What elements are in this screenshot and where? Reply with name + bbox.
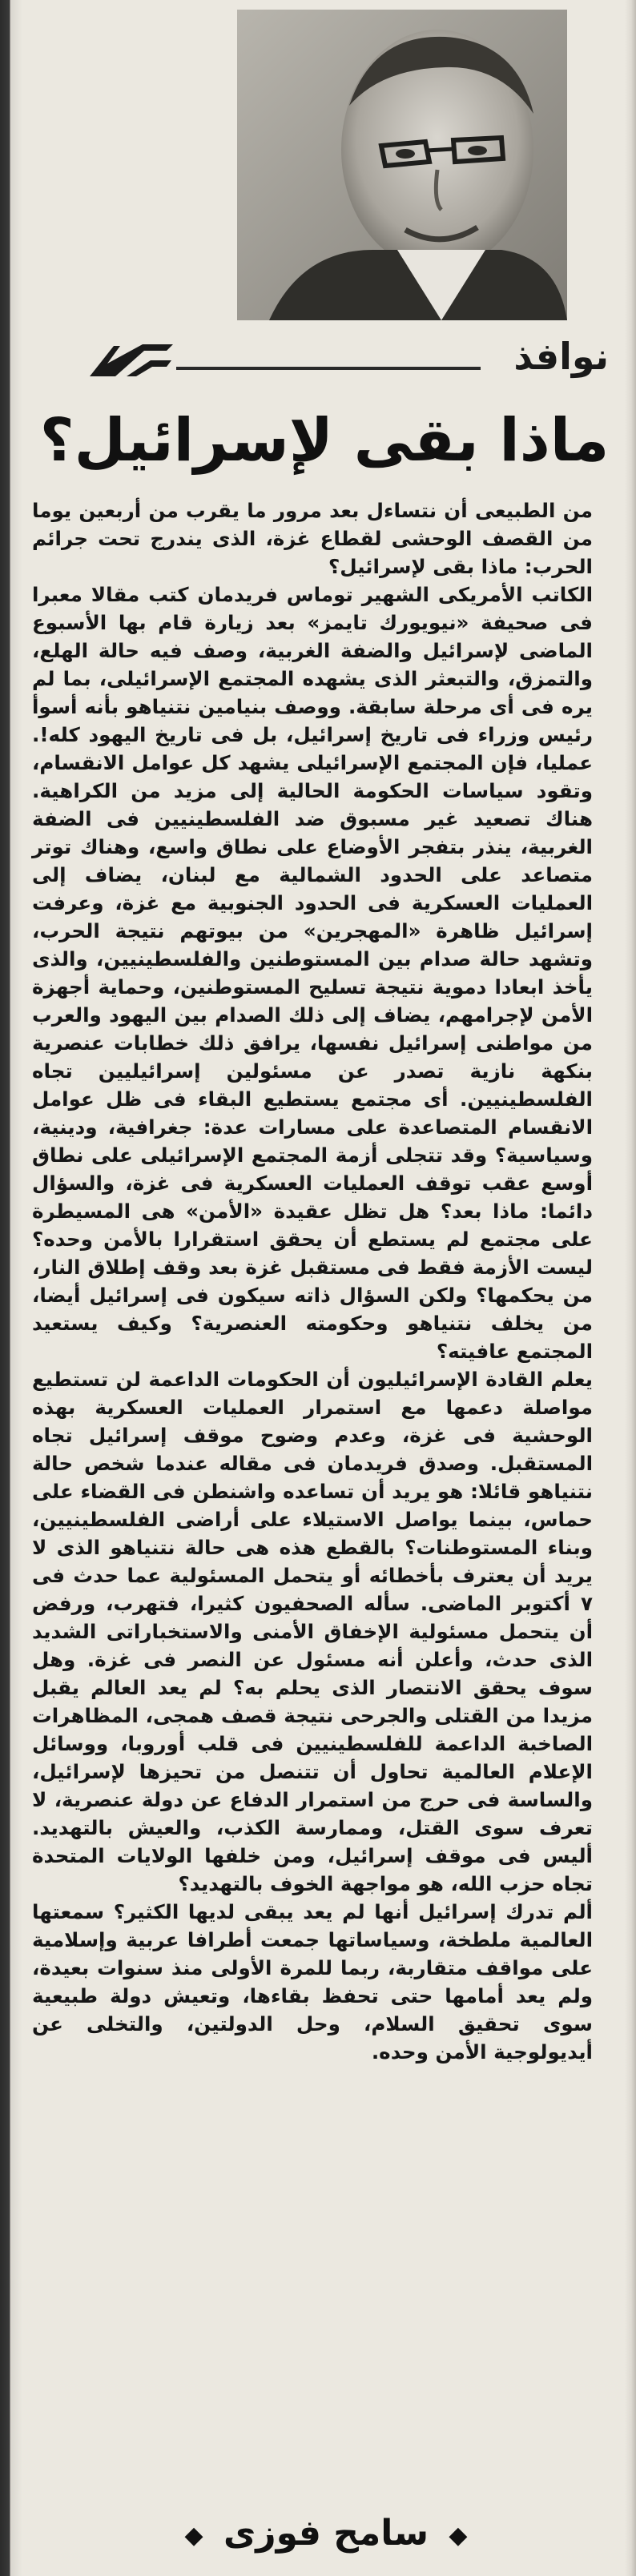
column-logo-icon [83, 336, 179, 384]
page-edge-right [625, 0, 636, 2576]
column-name: نوافذ [513, 335, 609, 378]
paragraph: يعلم القادة الإسرائيليون أن الحكومات الداعمة لن تستطيع مواصلة دعمها مع استمرار العمليات العسكرية بهذه الوحشية فى غزة، وعدم وضوح موقف إسرائيل تجاه المستقبل. وصدق فريدمان فى مقاله عندما شخص حالة نتنياهو قائلا: هو يريد أن تساعده واشنطن فى القضاء على حماس، بينما يواصل الاستيلاء على أراضى الفلسطينيين، وبناء المستوطنات؟ بالقطع هذه هى حالة نتنياهو الذى لا يريد أن يعترف بأخطائه أو يتحمل المسئولية عما حدث فى ٧ أكتوبر الماضى. سأله الصحفيون كثيرا، فتهرب، ورفض أن يتحمل مسئولية الإخفاق الأمنى والاستخباراتى الشديد الذى حدث، وأعلن أنه مسئول عن النصر فى غزة. وهل سوف يحقق الانتصار الذى يحلم به؟ لم يعد العالم يقبل مزيدا من القتلى والجرحى نتيجة قصف همجى، المظاهرات الصاخبة الداعمة للفلسطينيين فى قلب أوروبا، ووسائل الإعلام العالمية تحاول أن تتنصل من تحيزها لإسرائيل، والساسة فى حرج من استمرار الدفاع عن دولة عنصرية، لا تعرف سوى القتل، وممارسة الكذب، والعيش بالتهديد. أليس فى موقف إسرائيل، ومن خلفها الولايات المتحدة تجاه حزب الله، هو مواجهة الخوف بالتهديد؟ [32, 1368, 593, 1895]
page-edge-left [0, 0, 22, 2576]
author-name: سامح فوزى [223, 2513, 429, 2554]
column-header [48, 332, 609, 388]
article-headline: ماذا بقى لإسرائيل؟ [39, 406, 610, 475]
paragraph: الكاتب الأمريكى الشهير توماس فريدمان كتب مقالا معبرا فى صحيفة «نيويورك تايمز» بعد زيارة قام بها الأسبوع الماضى لإسرائيل والضفة الغربية، وصف فيه حالة الهلع، والتمزق، والتبعثر الذى يشهده المجتمع الإسرائيلى، بما لم يره فى أى مرحلة سابقة. ووصف بنيامين نتنياهو بأنه أسوأ رئيس وزراء فى تاريخ إسرائيل، بل فى تاريخ اليهود كله!. عمليا، فإن المجتمع الإسرائيلى يشهد كل عوامل الانقسام، وتقود سياسات الحكومة الحالية إلى مزيد من الكراهية. هناك تصعيد غير مسبوق ضد الفلسطينيين فى الضفة الغربية، ينذر بتفجر الأوضاع على نطاق واسع، وهناك توتر متصاعد على الحدود الشمالية مع لبنان، يضاف إلى العمليات العسكرية فى الحدود الجنوبية مع غزة، وعرفت إسرائيل ظاهرة «المهجرين» من بيوتهم نتيجة الحرب، وتشهد حالة صدام بين المستوطنين والفلسطينيين، والذى يأخذ ابعادا دموية نتيجة تسليح المستوطنين، وحماية أجهزة الأمن لإجرامهم، يضاف إلى ذلك الصدام بين اليهود والعرب من مواطنى إسرائيل نفسها، يرافق ذلك خطابات عنصرية بنكهة نازية تصدر عن مسئولين إسرائيليين تجاه الفلسطينيين. أى مجتمع يستطيع البقاء فى ظل عوامل الانقسام المتصاعدة على مسارات عدة: جغرافية، ودينية، وسياسية؟ وقد تتجلى أزمة المجتمع الإسرائيلى على نطاق أوسع عقب توقف العمليات العسكرية فى غزة، والسؤال دائما: ماذا بعد؟ هل تظل عقيدة «الأمن» هى المسيطرة على مجتمع لم يستطع أن يحقق استقرارا بالأمن وحده؟ ليست الأزمة فقط فى مستقبل غزة بعد وقف إطلاق النار، من يحكمها؟ ولكن السؤال ذاته سيكون فى إسرائيل أيضا، من يخلف نتنياهو وحكومته العنصرية؟ وكيف يستعيد المجتمع عافيته؟ [32, 583, 593, 1363]
diamond-icon: ◆ [184, 2521, 203, 2550]
diamond-icon: ◆ [449, 2521, 468, 2550]
author-byline [48, 2513, 604, 2561]
author-photo [237, 10, 567, 320]
header-rule [176, 367, 481, 370]
article-body [32, 496, 593, 2066]
paragraph: ألم تدرك إسرائيل أنها لم يعد يبقى لديها الكثير؟ سمعتها العالمية ملطخة، وسياساتها جمعت أطرافا عربية وإسلامية على مواقف متقاربة، ربما للمرة الأولى منذ سنوات بعيدة، ولم يعد أمامها حتى تحفظ بقاءها، وتعيش دولة طبيعية سوى تحقيق السلام، وحل الدولتين، والتخلى عن أيديولوجية الأمن وحده. [32, 1900, 593, 2064]
paragraph: من الطبيعى أن نتساءل بعد مرور ما يقرب من أربعين يوما من القصف الوحشى لقطاع غزة، الذى يندرج تحت جرائم الحرب: ماذا بقى لإسرائيل؟ [32, 499, 593, 578]
